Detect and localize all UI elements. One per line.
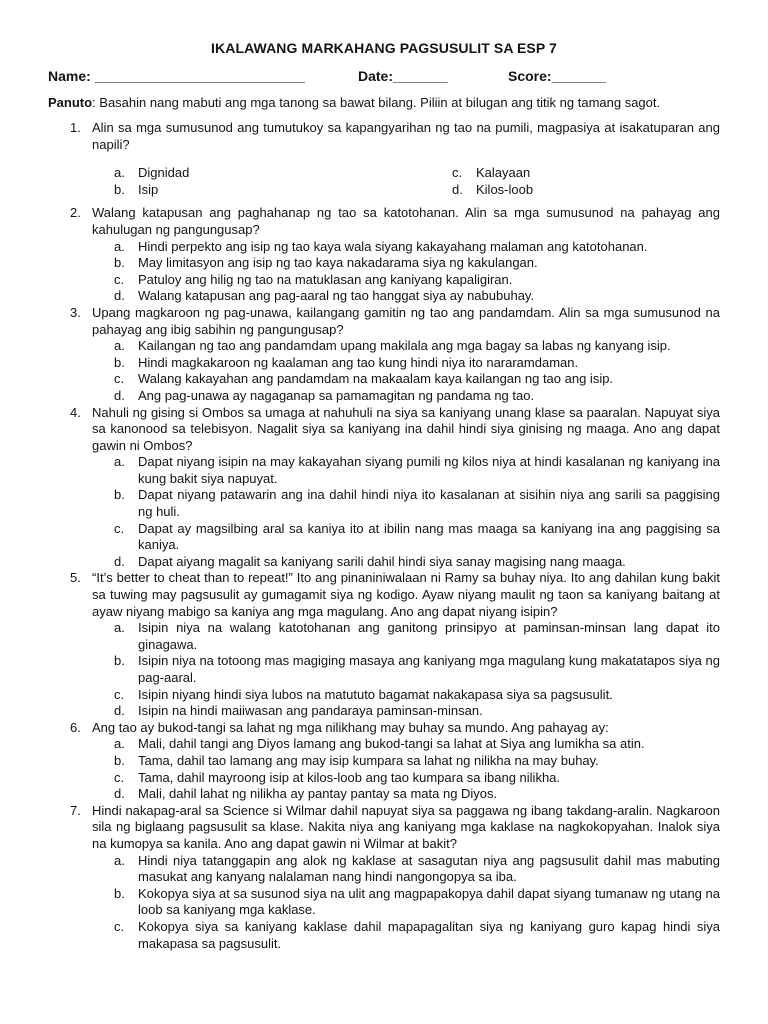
choice-letter: d. [114, 553, 125, 569]
score-field: Score:_______ [508, 68, 607, 84]
question-number: 7. [70, 802, 81, 818]
instructions-label: Panuto [48, 95, 93, 110]
choice-letter: c. [114, 769, 125, 785]
choice [114, 165, 452, 182]
choice-text: Isip [138, 181, 159, 197]
choice-text: Mali, dahil tangi ang Diyos lamang ang bukod-tangi sa lahat at Siya ang lumikha sa atin. [138, 736, 645, 752]
choice-letter: a. [114, 165, 125, 181]
choice [114, 703, 720, 720]
choice [114, 371, 720, 388]
choice-text: Kailangan ng tao ang pandamdam upang makilala ang mga bagay sa labas ng kanyang isip. [138, 338, 671, 354]
choice-letter: d. [114, 703, 125, 719]
choice [114, 272, 720, 289]
choice-text: Kokopya siya at sa susunod siya na ulit ang magpapakopya dahil dapat siyang tumanaw ng utang na loob sa kaniyang mga kaklase. [138, 885, 720, 918]
question-number: 5. [70, 570, 81, 586]
choice [114, 736, 720, 753]
question-number: 1. [70, 120, 81, 135]
choice [452, 182, 652, 199]
choice [114, 886, 720, 919]
choice-letter: a. [114, 852, 125, 868]
choice-text: Hindi magkakaroon ng kaalaman ang tao kung hindi niya ito nararamdaman. [138, 354, 579, 370]
question-number: 4. [70, 404, 81, 420]
question-text: Alin sa mga sumusunod ang tumutukoy sa kapangyarihan ng tao na pumili, magpasiya at isakatuparan ang napili? [92, 120, 720, 152]
choice-text: Isipin niyang hindi siya lubos na matututo bagamat nakakapasa siya sa pagsusulit. [138, 686, 613, 702]
choice-letter: a. [114, 620, 125, 636]
choice-text: Tama, dahil mayroong isip at kilos-loob ang tao kumpara sa ibang nilikha. [138, 769, 561, 785]
choices-q2 [114, 239, 720, 305]
choice-text: Isipin niya na walang katotohanan ang ganitong prinsipyo at paminsan-minsan lang dapat ito ginagawa. [138, 620, 720, 652]
choice-letter: d. [114, 387, 125, 403]
choice-letter: b. [114, 653, 125, 669]
choice-letter: c. [114, 371, 125, 387]
choice [114, 355, 720, 372]
choice-letter: a. [114, 736, 125, 752]
choice-text: Tama, dahil tao lamang ang may isip kumpara sa lahat ng nilikha na may buhay. [138, 752, 599, 768]
choice [114, 288, 720, 305]
choice [114, 554, 720, 571]
choice-letter: b. [114, 354, 125, 370]
choice [114, 182, 452, 199]
choices-q3 [114, 338, 720, 404]
choice-text: Dignidad [138, 165, 190, 181]
choice-text: Mali, dahil lahat ng nilikha ay pantay pantay sa mata ng Diyos. [138, 786, 498, 802]
choice-letter: b. [114, 181, 125, 197]
choice-text: Walang kakayahan ang pandamdam na makaalam kaya kailangan ng tao ang isip. [138, 371, 614, 387]
choice-letter: c. [114, 686, 125, 702]
question-3 [48, 305, 720, 338]
choice-letter: c. [114, 918, 125, 934]
choice-letter: d. [114, 786, 125, 802]
question-1 [48, 120, 720, 153]
choice-text: Dapat ay magsilbing aral sa kaniya ito at ibilin nang mas maaga sa kaniyang ina ang paggising sa kaniya. [138, 520, 720, 553]
choice-text: Kalayaan [476, 165, 531, 181]
choice-text: Isipin niya na totoong mas magiging masaya ang kaniyang mga magulang kung makatatapos siya ng pag-aaral. [138, 653, 720, 685]
choice-letter: b. [114, 487, 125, 503]
choice [114, 521, 720, 554]
choice-text: Hindi perpekto ang isip ng tao kaya wala siyang kakayahang malaman ang katotohanan. [138, 238, 648, 254]
choice-letter: c. [114, 520, 125, 536]
date-field: Date:_______ [358, 68, 448, 84]
choices-q4 [114, 454, 720, 570]
instructions-text: : Basahin nang mabuti ang mga tanong sa bawat bilang. Piliin at bilugan ang titik ng tamang sagot. [92, 95, 661, 110]
choice [114, 770, 720, 787]
choices-q5 [114, 620, 720, 720]
question-number: 2. [70, 205, 81, 221]
question-text: Walang katapusan ang paghahanap ng tao sa katotohanan. Alin sa mga sumusunod na pahayag ang kahulugan ng pangungusap? [92, 205, 720, 237]
choice-text: Patuloy ang hilig ng tao na matuklasan ang kaniyang kapaligiran. [138, 271, 513, 287]
choice [114, 338, 720, 355]
choice [114, 239, 720, 256]
question-5 [48, 570, 720, 620]
question-text: Ang tao ay bukod-tangi sa lahat ng mga nilikhang may buhay sa mundo. Ang pahayag ay: [92, 719, 609, 735]
question-text: Hindi nakapag-aral sa Science si Wilmar dahil napuyat siya sa paggawa ng ibang takdang-aralin. Nagkaroon sila ng biglaang pagsusulit sa klase. Nakita niya ang kaniyang mga kaklase na nagkokopyahan. Inalok siya na kumopya sa kanila. Ano ang dapat gawin ni Wilmar at bakit? [92, 802, 720, 851]
choice-letter: b. [114, 255, 125, 271]
choice [114, 620, 720, 653]
choice-letter: d. [114, 288, 125, 304]
choice-letter: b. [114, 752, 125, 768]
question-text: Upang magkaroon ng pag-unawa, kailangang gamitin ng tao ang pandamdam. Alin sa mga sumusunod na pahayag ang ibig sabihin ng pangungusap? [92, 304, 720, 337]
question-number: 6. [70, 719, 81, 735]
choice [452, 165, 652, 182]
choice-text: Dapat niyang isipin na may kakayahan siyang pumili ng kilos niya at hindi kasalanan ng kaniyang ina kung bakit siya napuyat. [138, 454, 720, 486]
choice [114, 487, 720, 520]
question-6 [48, 720, 720, 737]
choice-text: Ang pag-unawa ay nagaganap sa pamamagitan ng pandama ng tao. [138, 387, 535, 403]
choice-text: Walang katapusan ang pag-aaral ng tao hanggat siya ay nabubuhay. [138, 288, 535, 304]
question-2 [48, 205, 720, 238]
choice-text: Isipin na hindi maiiwasan ang pandaraya paminsan-minsan. [138, 703, 483, 719]
choice [114, 753, 720, 770]
choice-text: Dapat niyang patawarin ang ina dahil hindi niya ito kasalanan at sisihin niya ang sarili sa paggising ng huli. [138, 487, 720, 520]
choice [114, 255, 720, 272]
choice [114, 454, 720, 487]
choices-q1 [114, 165, 720, 198]
name-field: Name: ___________________________ [48, 68, 305, 84]
choice-text: Kilos-loob [476, 181, 534, 197]
question-text: Nahuli ng gising si Ombos sa umaga at nahuhuli na siya sa kaniyang unang klase sa paaralan. Napuyat siya sa kanonood sa telebisyon. Nagalit siya sa kaniyang ina dahil hindi siya ginising ng maaga. Ano ang dapat gawin ni Ombos? [92, 404, 720, 453]
choice-letter: c. [114, 271, 125, 287]
choice-letter: a. [114, 454, 125, 470]
choice-letter: b. [114, 885, 125, 901]
choice [114, 853, 720, 886]
choice-text: Kokopya siya sa kaniyang kaklase dahil mapapagalitan siya ng kaniyang guro kapag hindi siya makapasa sa pagsusulit. [138, 918, 720, 951]
question-7 [48, 803, 720, 853]
choices-q7 [114, 853, 720, 953]
choice [114, 919, 720, 952]
choice-letter: a. [114, 238, 125, 254]
question-4 [48, 405, 720, 455]
choice-text: May limitasyon ang isip ng tao kaya nakadarama siya ng kakulangan. [138, 255, 538, 271]
choice-letter: a. [114, 338, 125, 354]
choice [114, 653, 720, 686]
choice-letter: d. [452, 181, 463, 197]
choice-letter: c. [452, 165, 463, 181]
question-text: “It’s better to cheat than to repeat!” Ito ang pinaniniwalaan ni Ramy sa buhay niya. Ito ang dahilan kung bakit sa tuwing may pagsusulit ay gumagamit siya ng kodigo. Ayaw niyang maulit ng taon sa kaniyang baitang at ayaw niyang mabigo sa kaniya ang mga magulang. Ano ang dapat niyang isipin? [92, 570, 720, 619]
question-number: 3. [70, 304, 81, 320]
choice [114, 388, 720, 405]
choice-text: Dapat aiyang magalit sa kaniyang sarili dahil hindi siya sanay magising nang maaga. [138, 553, 626, 569]
choices-q6 [114, 736, 720, 802]
choice [114, 786, 720, 803]
choice-text: Hindi niya tatanggapin ang alok ng kaklase at sasagutan niya ang pagsusulit dahil mas mabuting masukat ang kanyang nalalaman nang hindi nangongopya sa iba. [138, 852, 720, 885]
header-row [48, 68, 720, 84]
choice [114, 687, 720, 704]
exam-title: IKALAWANG MARKAHANG PAGSUSULIT SA ESP 7 [211, 40, 557, 56]
instructions [48, 94, 720, 111]
